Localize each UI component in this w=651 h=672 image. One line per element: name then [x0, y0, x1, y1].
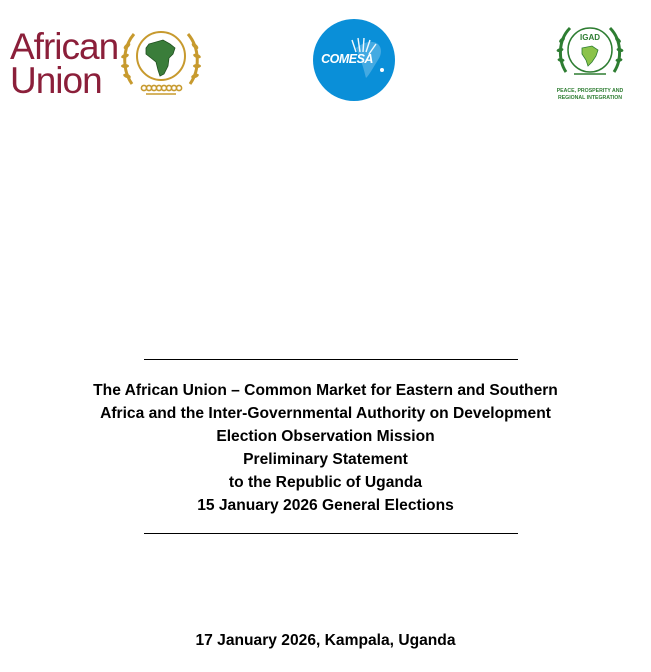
igad-tagline-line: PEACE, PROSPERITY AND [556, 88, 624, 94]
date-place-line: 17 January 2026, Kampala, Uganda [195, 632, 456, 649]
title-line: Africa and the Inter-Governmental Authority on Development [100, 405, 551, 422]
title-line: 15 January 2026 General Elections [197, 497, 454, 514]
svg-text:IGAD: IGAD [580, 33, 600, 42]
au-emblem-icon [118, 24, 204, 100]
au-logo-word-african: African [10, 26, 119, 67]
partner-logos [0, 0, 651, 110]
igad-tagline [552, 88, 628, 101]
au-logo-word-union: Union [10, 60, 102, 101]
title-rule-bottom [144, 533, 518, 534]
igad-tagline-line: REGIONAL INTEGRATION [557, 94, 623, 101]
african-union-logo [10, 24, 200, 100]
title-line: to the Republic of Uganda [228, 474, 423, 491]
comesa-logo [312, 18, 398, 102]
title-line: Election Observation Mission [216, 428, 435, 445]
title-line: Preliminary Statement [243, 451, 408, 468]
document-title [0, 379, 651, 517]
title-line: The African Union – Common Market for Eastern and Southern [93, 382, 558, 399]
title-rule-top [144, 359, 518, 360]
comesa-logo-text: COMESA [321, 52, 373, 66]
igad-logo [552, 16, 648, 108]
